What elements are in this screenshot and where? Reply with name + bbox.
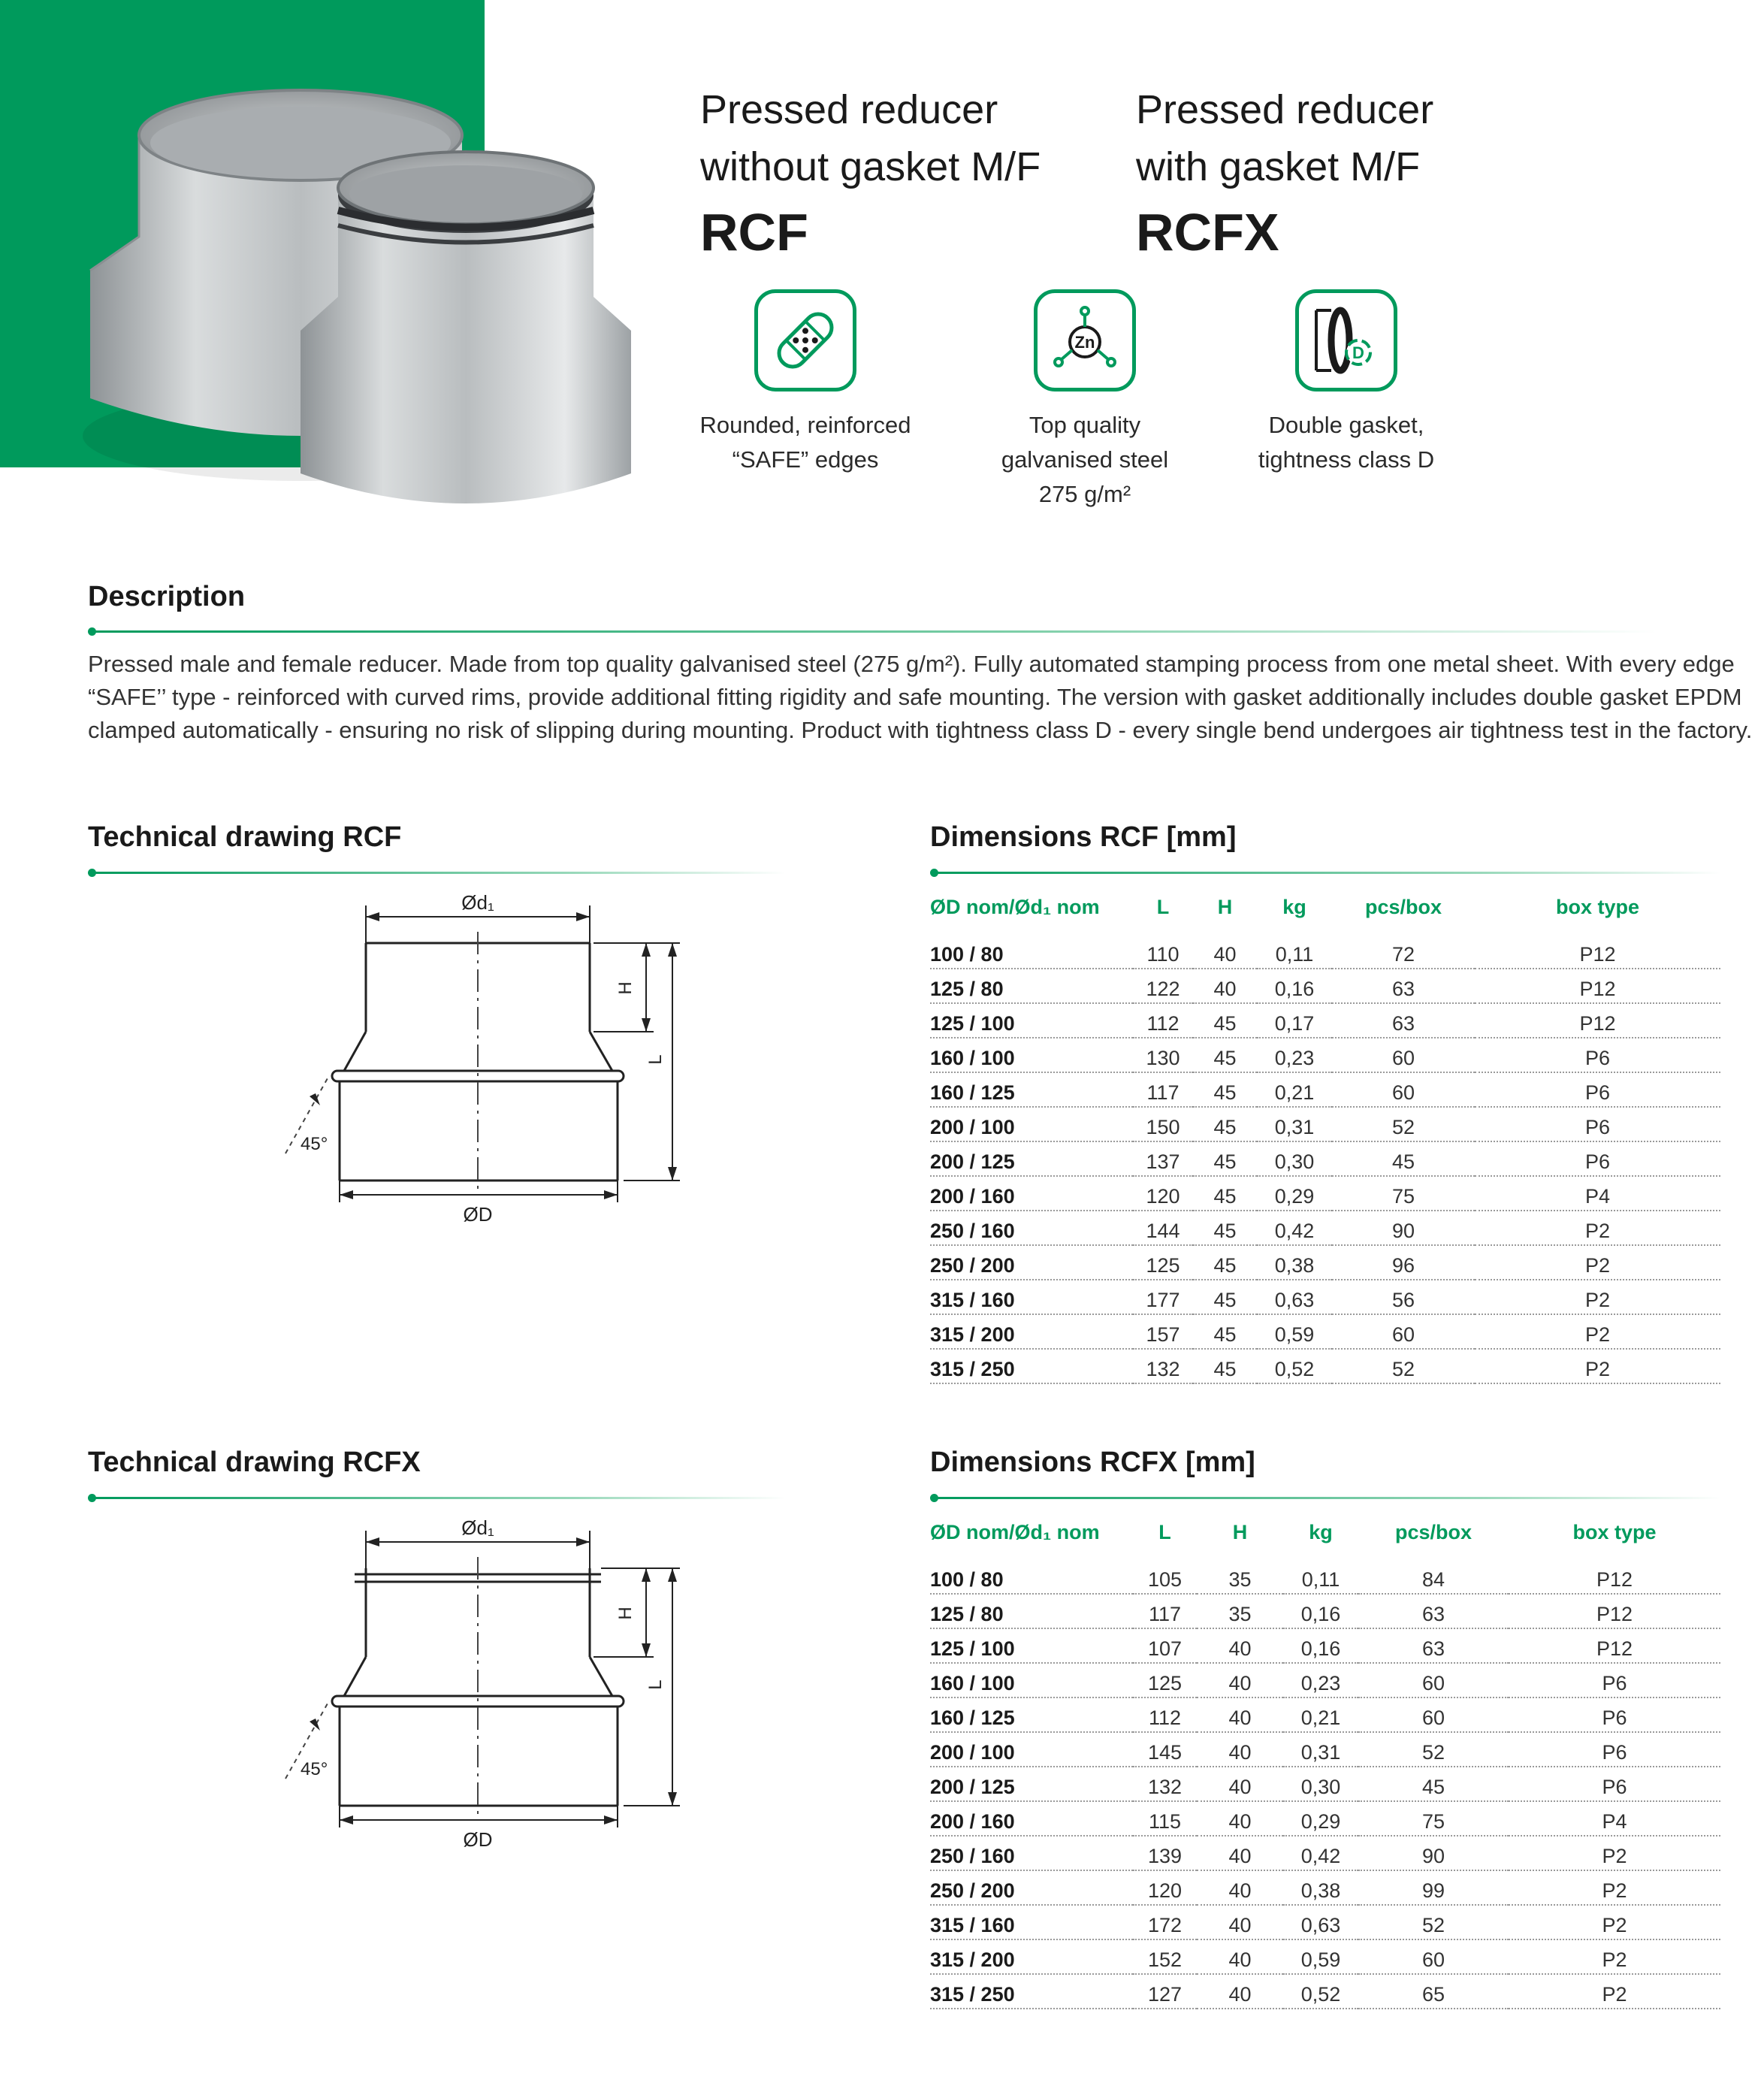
feature-safe-edges (681, 289, 929, 477)
table-cell: 0,16 (1257, 969, 1332, 1003)
table-cell: 160 / 125 (930, 1072, 1133, 1107)
table-rcfx-heading: Dimensions RCFX [mm] (930, 1447, 1255, 1478)
table-cell: 112 (1133, 1697, 1197, 1732)
table-cell: P12 (1475, 969, 1720, 1003)
title-rcf (700, 81, 1041, 266)
table-cell: 45 (1193, 1245, 1257, 1280)
table-cell: P12 (1509, 1628, 1720, 1663)
table-cell: 0,29 (1283, 1801, 1358, 1836)
table-cell: 40 (1197, 1905, 1283, 1939)
table-cell: 56 (1332, 1280, 1475, 1314)
table-cell: P12 (1509, 1594, 1720, 1628)
table-cell: 60 (1332, 1072, 1475, 1107)
table-cell: 0,30 (1257, 1141, 1332, 1176)
table-cell: 0,59 (1283, 1939, 1358, 1974)
table-cell: 63 (1332, 1003, 1475, 1038)
table-cell: 125 (1133, 1245, 1193, 1280)
table-cell: P6 (1509, 1697, 1720, 1732)
table-cell: 45 (1193, 1349, 1257, 1383)
drawing-rcf-rule (94, 872, 785, 874)
table-cell: 40 (1197, 1870, 1283, 1905)
column-header: box type (1555, 895, 1640, 918)
table-cell: 60 (1332, 1314, 1475, 1349)
table-cell: 139 (1133, 1836, 1197, 1870)
table-cell: 0,31 (1257, 1107, 1332, 1141)
table-cell: 40 (1197, 1663, 1283, 1697)
table-cell: 122 (1133, 969, 1193, 1003)
table-header-row (930, 885, 1720, 929)
table-header-row (930, 1510, 1720, 1554)
table-row (930, 1939, 1720, 1974)
table-cell: 40 (1197, 1801, 1283, 1836)
table-cell: P6 (1475, 1141, 1720, 1176)
table-cell: 250 / 160 (930, 1836, 1133, 1870)
table-row (930, 1836, 1720, 1870)
table-row (930, 1697, 1720, 1732)
table-cell: 144 (1133, 1211, 1193, 1245)
drawing-rcf-D-label: ØD (463, 1203, 493, 1226)
title-rcf-line1: Pressed reducer (700, 87, 998, 132)
table-cell: 137 (1133, 1141, 1193, 1176)
table-cell: P6 (1509, 1732, 1720, 1767)
table-cell: 0,42 (1283, 1836, 1358, 1870)
column-header: kg (1282, 895, 1306, 918)
table-cell: 0,23 (1283, 1663, 1358, 1697)
table-cell: P12 (1475, 1003, 1720, 1038)
table-row (930, 1072, 1720, 1107)
table-cell: 40 (1193, 969, 1257, 1003)
table-row (930, 1628, 1720, 1663)
table-cell: 40 (1197, 1767, 1283, 1801)
table-cell: P6 (1509, 1767, 1720, 1801)
feature-double-gasket-line2: tightness class D (1258, 446, 1435, 473)
table-cell: P6 (1475, 1072, 1720, 1107)
drawing-rcf-d1-label: Ød₁ (461, 891, 494, 914)
table-cell: 177 (1133, 1280, 1193, 1314)
product-photo (75, 83, 676, 534)
svg-text:Zn: Zn (1074, 333, 1095, 352)
table-cell: P2 (1509, 1905, 1720, 1939)
drawing-rcfx-H-label: H (615, 1607, 636, 1620)
table-cell: 0,17 (1257, 1003, 1332, 1038)
feature-safe-edges-caption (681, 408, 929, 477)
table-cell: P2 (1475, 1349, 1720, 1383)
table-cell: 200 / 160 (930, 1801, 1133, 1836)
table-cell: 125 / 80 (930, 1594, 1133, 1628)
drawing-rcfx-d1-label: Ød₁ (461, 1516, 494, 1539)
table-cell: 315 / 250 (930, 1974, 1133, 2009)
table-cell: 200 / 160 (930, 1176, 1133, 1211)
table-rcf-heading: Dimensions RCF [mm] (930, 821, 1237, 853)
table-rcf-rule (936, 872, 1720, 874)
table-cell: 315 / 160 (930, 1905, 1133, 1939)
drawing-rcfx-rule (94, 1497, 785, 1499)
table-cell: 96 (1332, 1245, 1475, 1280)
column-header: kg (1309, 1520, 1333, 1543)
table-cell: P2 (1509, 1836, 1720, 1870)
column-header: H (1232, 1520, 1248, 1543)
table-cell: 45 (1193, 1107, 1257, 1141)
feature-galvanised-steel-line2: galvanised steel (1001, 446, 1169, 473)
table-cell: 35 (1197, 1594, 1283, 1628)
table-cell: 125 (1133, 1663, 1197, 1697)
table-cell: 172 (1133, 1905, 1197, 1939)
table-cell: 45 (1193, 1141, 1257, 1176)
table-row (930, 1349, 1720, 1383)
description-rule (94, 630, 1657, 633)
table-cell: P2 (1475, 1211, 1720, 1245)
table-cell: P2 (1509, 1974, 1720, 2009)
table-row (930, 1245, 1720, 1280)
table-cell: 40 (1197, 1836, 1283, 1870)
table-cell: 0,16 (1283, 1628, 1358, 1663)
table-cell: 0,21 (1257, 1072, 1332, 1107)
title-rcf-line2: without gasket M/F (700, 144, 1041, 189)
table-cell: 0,52 (1283, 1974, 1358, 2009)
table-row (930, 935, 1720, 969)
table-cell: 120 (1133, 1176, 1193, 1211)
table-cell: 110 (1133, 935, 1193, 969)
table-cell: 125 / 100 (930, 1003, 1133, 1038)
table-row (930, 1560, 1720, 1594)
description-line-2: “SAFE’’ type - reinforced with curved rims, provide additional fitting rigidity and safe mounting. The version with gasket additionally includes double gasket EPDM (88, 684, 1742, 710)
table-row (930, 1663, 1720, 1697)
table-cell: 160 / 100 (930, 1663, 1133, 1697)
table-row (930, 1801, 1720, 1836)
table-cell: 63 (1358, 1628, 1509, 1663)
description-heading: Description (88, 581, 246, 612)
table-cell: 45 (1193, 1072, 1257, 1107)
table-cell: 115 (1133, 1801, 1197, 1836)
table-row (930, 1211, 1720, 1245)
title-rcf-code: RCF (700, 203, 808, 262)
table-row (930, 1870, 1720, 1905)
table-cell: 40 (1193, 935, 1257, 969)
table-cell: P2 (1475, 1280, 1720, 1314)
table-cell: P2 (1509, 1870, 1720, 1905)
table-cell: 117 (1133, 1594, 1197, 1628)
table-cell: 100 / 80 (930, 1560, 1133, 1594)
table-cell: 132 (1133, 1767, 1197, 1801)
table-row (930, 1176, 1720, 1211)
feature-double-gasket-caption (1222, 408, 1470, 477)
table-cell: P6 (1475, 1038, 1720, 1072)
table-row (930, 1905, 1720, 1939)
table-cell: 150 (1133, 1107, 1193, 1141)
feature-galvanised-steel-line1: Top quality (1028, 412, 1141, 438)
table-cell: 125 / 100 (930, 1628, 1133, 1663)
table-cell: 52 (1332, 1107, 1475, 1141)
table-cell: 157 (1133, 1314, 1193, 1349)
technical-drawing-rcf (270, 890, 691, 1236)
table-cell: 99 (1358, 1870, 1509, 1905)
column-header: pcs/box (1364, 895, 1442, 918)
table-cell: 0,30 (1283, 1767, 1358, 1801)
table-cell: 160 / 125 (930, 1697, 1133, 1732)
table-cell: 200 / 100 (930, 1732, 1133, 1767)
table-cell: 90 (1332, 1211, 1475, 1245)
table-cell: 40 (1197, 1697, 1283, 1732)
table-cell: 145 (1133, 1732, 1197, 1767)
table-row (930, 1280, 1720, 1314)
table-cell: 315 / 200 (930, 1314, 1133, 1349)
table-row (930, 969, 1720, 1003)
table-cell: 0,42 (1257, 1211, 1332, 1245)
drawing-rcf-heading: Technical drawing RCF (88, 821, 402, 853)
table-row (930, 1003, 1720, 1038)
table-cell: P12 (1475, 935, 1720, 969)
table-cell: 65 (1358, 1974, 1509, 2009)
table-cell: 75 (1332, 1176, 1475, 1211)
column-header: box type (1572, 1520, 1657, 1543)
drawing-rcfx-heading: Technical drawing RCFX (88, 1447, 421, 1478)
table-cell: 0,31 (1283, 1732, 1358, 1767)
table-cell: 152 (1133, 1939, 1197, 1974)
table-cell: 45 (1193, 1314, 1257, 1349)
table-cell: P2 (1475, 1245, 1720, 1280)
feature-double-gasket-line1: Double gasket, (1268, 412, 1424, 438)
title-rcfx (1136, 81, 1433, 266)
table-rcfx-rule (936, 1497, 1720, 1499)
description-text (88, 648, 1753, 747)
table-cell: 0,16 (1283, 1594, 1358, 1628)
table-cell: 45 (1358, 1767, 1509, 1801)
table-cell: P2 (1509, 1939, 1720, 1974)
table-cell: 45 (1193, 1211, 1257, 1245)
drawing-rcfx-L-label: L (645, 1679, 666, 1690)
table-cell: 0,23 (1257, 1038, 1332, 1072)
table-cell: 315 / 200 (930, 1939, 1133, 1974)
table-cell: 250 / 160 (930, 1211, 1133, 1245)
table-cell: 117 (1133, 1072, 1193, 1107)
feature-galvanised-steel-caption (961, 408, 1209, 512)
table-cell: 60 (1332, 1038, 1475, 1072)
table-row (930, 1107, 1720, 1141)
table-cell: 45 (1193, 1176, 1257, 1211)
table-cell: 52 (1332, 1349, 1475, 1383)
feature-galvanised-steel (961, 289, 1209, 512)
table-cell: 130 (1133, 1038, 1193, 1072)
table-cell: 250 / 200 (930, 1870, 1133, 1905)
table-cell: P2 (1475, 1314, 1720, 1349)
table-cell: P4 (1509, 1801, 1720, 1836)
zinc-molecule-icon (1034, 289, 1136, 391)
title-rcfx-line1: Pressed reducer (1136, 87, 1434, 132)
table-cell: 60 (1358, 1697, 1509, 1732)
table-row (930, 1594, 1720, 1628)
table-cell: 315 / 160 (930, 1280, 1133, 1314)
table-cell: 0,11 (1283, 1560, 1358, 1594)
feature-safe-edges-line1: Rounded, reinforced (699, 412, 911, 438)
description-line-3: clamped automatically - ensuring no risk of slipping during mounting. Product with tightness class D - every single bend undergoes air tightness test in the factory. (88, 717, 1753, 743)
table-cell: 40 (1197, 1974, 1283, 2009)
table-cell: 0,38 (1257, 1245, 1332, 1280)
table-cell: 0,29 (1257, 1176, 1332, 1211)
feature-galvanised-steel-line3: 275 g/m² (1038, 481, 1131, 507)
table-cell: 132 (1133, 1349, 1193, 1383)
table-cell: 35 (1197, 1560, 1283, 1594)
table-cell: 40 (1197, 1732, 1283, 1767)
table-cell: 75 (1358, 1801, 1509, 1836)
title-rcfx-line2: with gasket M/F (1136, 144, 1421, 189)
table-cell: 60 (1358, 1939, 1509, 1974)
table-cell: 60 (1358, 1663, 1509, 1697)
column-header: L (1156, 895, 1170, 918)
table-cell: 315 / 250 (930, 1349, 1133, 1383)
feature-safe-edges-line2: “SAFE” edges (732, 446, 879, 473)
drawing-rcfx-D-label: ØD (463, 1828, 493, 1851)
table-cell: 52 (1358, 1905, 1509, 1939)
table-cell: 0,11 (1257, 935, 1332, 969)
feature-double-gasket (1222, 289, 1470, 477)
table-row (930, 1732, 1720, 1767)
column-header: ØD nom/Ød₁ nom (930, 1520, 1100, 1543)
table-cell: 160 / 100 (930, 1038, 1133, 1072)
table-cell: 40 (1197, 1628, 1283, 1663)
table-cell: 100 / 80 (930, 935, 1133, 969)
table-cell: 250 / 200 (930, 1245, 1133, 1280)
table-cell: 127 (1133, 1974, 1197, 2009)
dimensions-table-rcf (930, 885, 1720, 1384)
drawing-rcfx-angle-label: 45° (301, 1759, 328, 1779)
title-rcfx-code: RCFX (1136, 203, 1279, 262)
column-header: H (1217, 895, 1233, 918)
table-cell: 45 (1332, 1141, 1475, 1176)
column-header: pcs/box (1394, 1520, 1473, 1543)
table-cell: 120 (1133, 1870, 1197, 1905)
technical-drawing-rcfx (270, 1516, 691, 1861)
table-cell: 200 / 125 (930, 1141, 1133, 1176)
table-cell: P12 (1509, 1560, 1720, 1594)
table-row (930, 1141, 1720, 1176)
table-cell: 0,63 (1257, 1280, 1332, 1314)
table-cell: 107 (1133, 1628, 1197, 1663)
table-cell: 125 / 80 (930, 969, 1133, 1003)
table-cell: 105 (1133, 1560, 1197, 1594)
table-cell: 0,52 (1257, 1349, 1332, 1383)
table-cell: 84 (1358, 1560, 1509, 1594)
column-header: L (1158, 1520, 1171, 1543)
column-header: ØD nom/Ød₁ nom (930, 895, 1100, 918)
description-line-1: Pressed male and female reducer. Made from top quality galvanised steel (275 g/m²). Fully automated stamping process from one metal sheet. With every edge (88, 651, 1735, 677)
table-cell: 45 (1193, 1038, 1257, 1072)
dimensions-table-rcfx (930, 1510, 1720, 2009)
table-cell: 45 (1193, 1003, 1257, 1038)
table-cell: P6 (1475, 1107, 1720, 1141)
table-cell: P4 (1475, 1176, 1720, 1211)
table-cell: 72 (1332, 935, 1475, 969)
table-cell: 0,63 (1283, 1905, 1358, 1939)
table-cell: 52 (1358, 1732, 1509, 1767)
table-cell: 45 (1193, 1280, 1257, 1314)
table-cell: 90 (1358, 1836, 1509, 1870)
table-cell: 63 (1358, 1594, 1509, 1628)
drawing-rcf-H-label: H (615, 981, 636, 995)
double-gasket-icon (1295, 289, 1397, 391)
svg-text:D: D (1352, 343, 1364, 362)
table-cell: 63 (1332, 969, 1475, 1003)
table-cell: 40 (1197, 1939, 1283, 1974)
table-cell: 0,21 (1283, 1697, 1358, 1732)
drawing-rcf-angle-label: 45° (301, 1134, 328, 1154)
table-row (930, 1314, 1720, 1349)
table-cell: 200 / 125 (930, 1767, 1133, 1801)
table-cell: P6 (1509, 1663, 1720, 1697)
table-row (930, 1038, 1720, 1072)
table-row (930, 1974, 1720, 2009)
table-cell: 0,59 (1257, 1314, 1332, 1349)
drawing-rcf-L-label: L (645, 1054, 666, 1065)
table-row (930, 1767, 1720, 1801)
table-cell: 0,38 (1283, 1870, 1358, 1905)
safe-edge-bandage-icon (754, 289, 856, 391)
table-cell: 112 (1133, 1003, 1193, 1038)
table-cell: 200 / 100 (930, 1107, 1133, 1141)
